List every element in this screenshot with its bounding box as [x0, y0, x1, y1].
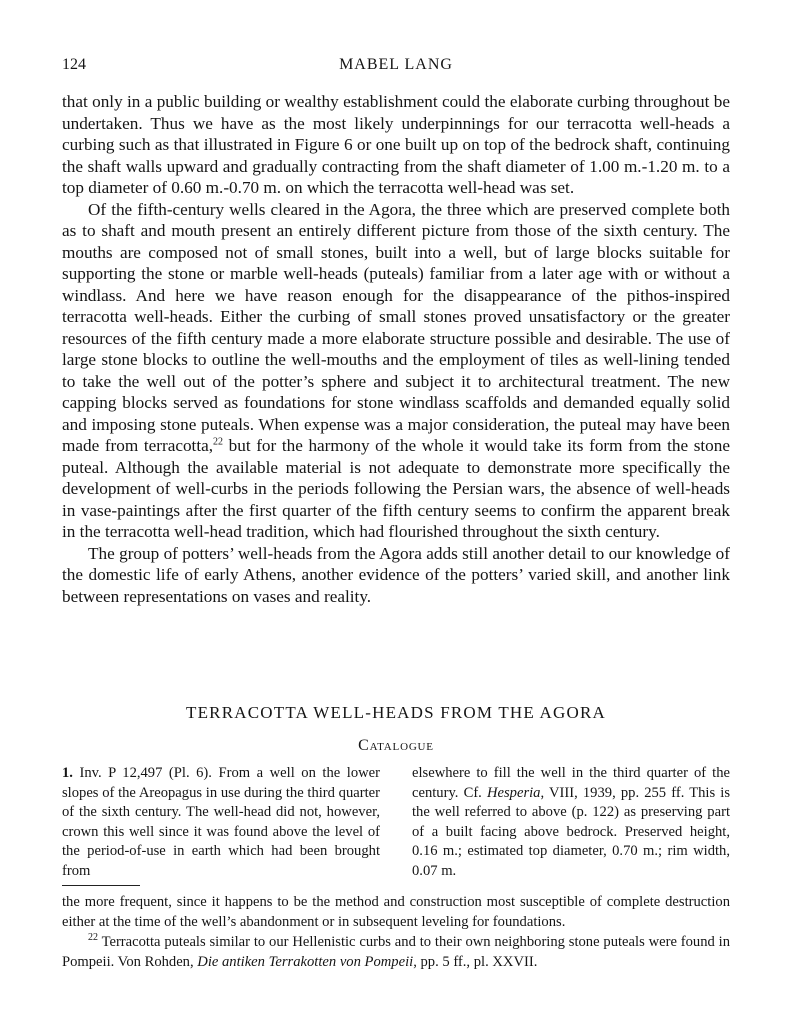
running-head: MABEL LANG	[339, 56, 453, 73]
footnote-22-book-title: Die antiken Terrakotten von Pompeii	[197, 953, 414, 970]
catalogue-entry-text-right-1: elsewhere to fill the well in the third quarter of the century. Cf.	[412, 765, 730, 801]
footnote-22-number: 22	[88, 932, 98, 944]
body-paragraph-3: The group of potters’ well-heads from the Agora adds still another detail to our knowledge of the domestic life of early Athens, another evidence of the potters’ varied skill, and another link between representations on vases and reality.	[62, 543, 730, 606]
catalogue-column-right	[412, 764, 730, 882]
catalogue-entry-1-continued	[412, 764, 730, 882]
footnote-22	[62, 933, 730, 972]
body-paragraph-2	[62, 199, 730, 543]
catalogue-entry-1	[62, 764, 380, 882]
body-text	[62, 91, 730, 607]
journal-title: Hesperia	[486, 784, 541, 801]
catalogue-column-left	[62, 764, 380, 882]
body-paragraph-1: that only in a public building or wealthy establishment could the elaborate curbing throughout be undertaken. Thus we have as the most likely underpinnings for our terracotta well-heads a curbing such as that illustrated in Figure 6 or one built up on top of the bedrock shaft, continuing the shaft walls upward and gradually contracting from the shaft diameter of 1.00 m.-1.20 m. to a top diameter of 0.60 m.-0.70 m. on which the terracotta well-head was set.	[62, 92, 730, 197]
footnote-ref-22[interactable]: 22	[213, 436, 224, 448]
body-paragraph-2-part-2: but for the harmony of the whole it would take its form from the stone puteal. Although the available material is not adequate to demonstrate more specifically the development of well-curbs in the periods following the Persian wars, the absence of well-heads in vase-paintings after the first quarter of the fifth century seems to confirm the apparent break in the terracotta well-head tradition, which had flourished throughout the sixth century.	[62, 436, 731, 541]
catalogue-entry-number: 1.	[62, 765, 73, 781]
catalogue-entry-text-left: Inv. P 12,497 (Pl. 6). From a well on the lower slopes of the Areopagus in use during the third quarter of the sixth century. The well-head did not, however, crown this well since it was found above the level of the period-of-use in earth which had been brought from	[62, 765, 380, 879]
footnote-rule	[62, 885, 140, 886]
section-title: TERRACOTTA WELL-HEADS FROM THE AGORA	[186, 703, 606, 722]
catalogue-title: Catalogue	[358, 737, 434, 754]
footnote-22-text-2: , pp. 5 ff., pl. XXVII.	[413, 953, 538, 970]
footnote-continued: the more frequent, since it happens to be the method and construction most susceptible of complete destruction either at the time of the well’s abandonment or in subsequent leveling for foundations.	[62, 894, 730, 930]
page-number: 124	[62, 56, 86, 73]
footnote-22-text-1: Terracotta puteals similar to our Hellenistic curbs and to their own neighboring stone puteals were found in Pompeii. Von Rohden,	[62, 934, 730, 970]
body-paragraph-2-part-1: Of the fifth-century wells cleared in the Agora, the three which are preserved complete both as to shaft and mouth present an entirely different picture from those of the sixth century. The mouths are composed not of small stones, built into a well, but of large blocks suitable for supporting the stone or marble well-heads (puteals) familiar from a later age with or without a windlass. And here we have reason enough for the disappearance of the pithos-inspired terracotta well-heads. Either the curbing of small stones proved unsatisfactory or the greater resources of the fifth century made a more elaborate structure possible and desirable. The use of large stone blocks to outline the well-mouths and the employment of tiles as well-lining tended to take the well out of the potter’s sphere and subject it to architectural treatment. The new capping blocks served as foundations for stone windlass scaffolds and demanded equally solid and imposing stone puteals. When expense was a major consideration, the puteal may have been made from terracotta,	[62, 199, 730, 455]
page-header	[62, 56, 730, 80]
catalogue-entry-text-right-2: , VIII, 1939, pp. 255 ff. This is the well referred to above (p. 122) as preserving part of a built facing above bedrock. Preserved height, 0.16 m.; estimated top diameter, 0.70 m.; rim width, 0.07 m.	[412, 784, 731, 879]
